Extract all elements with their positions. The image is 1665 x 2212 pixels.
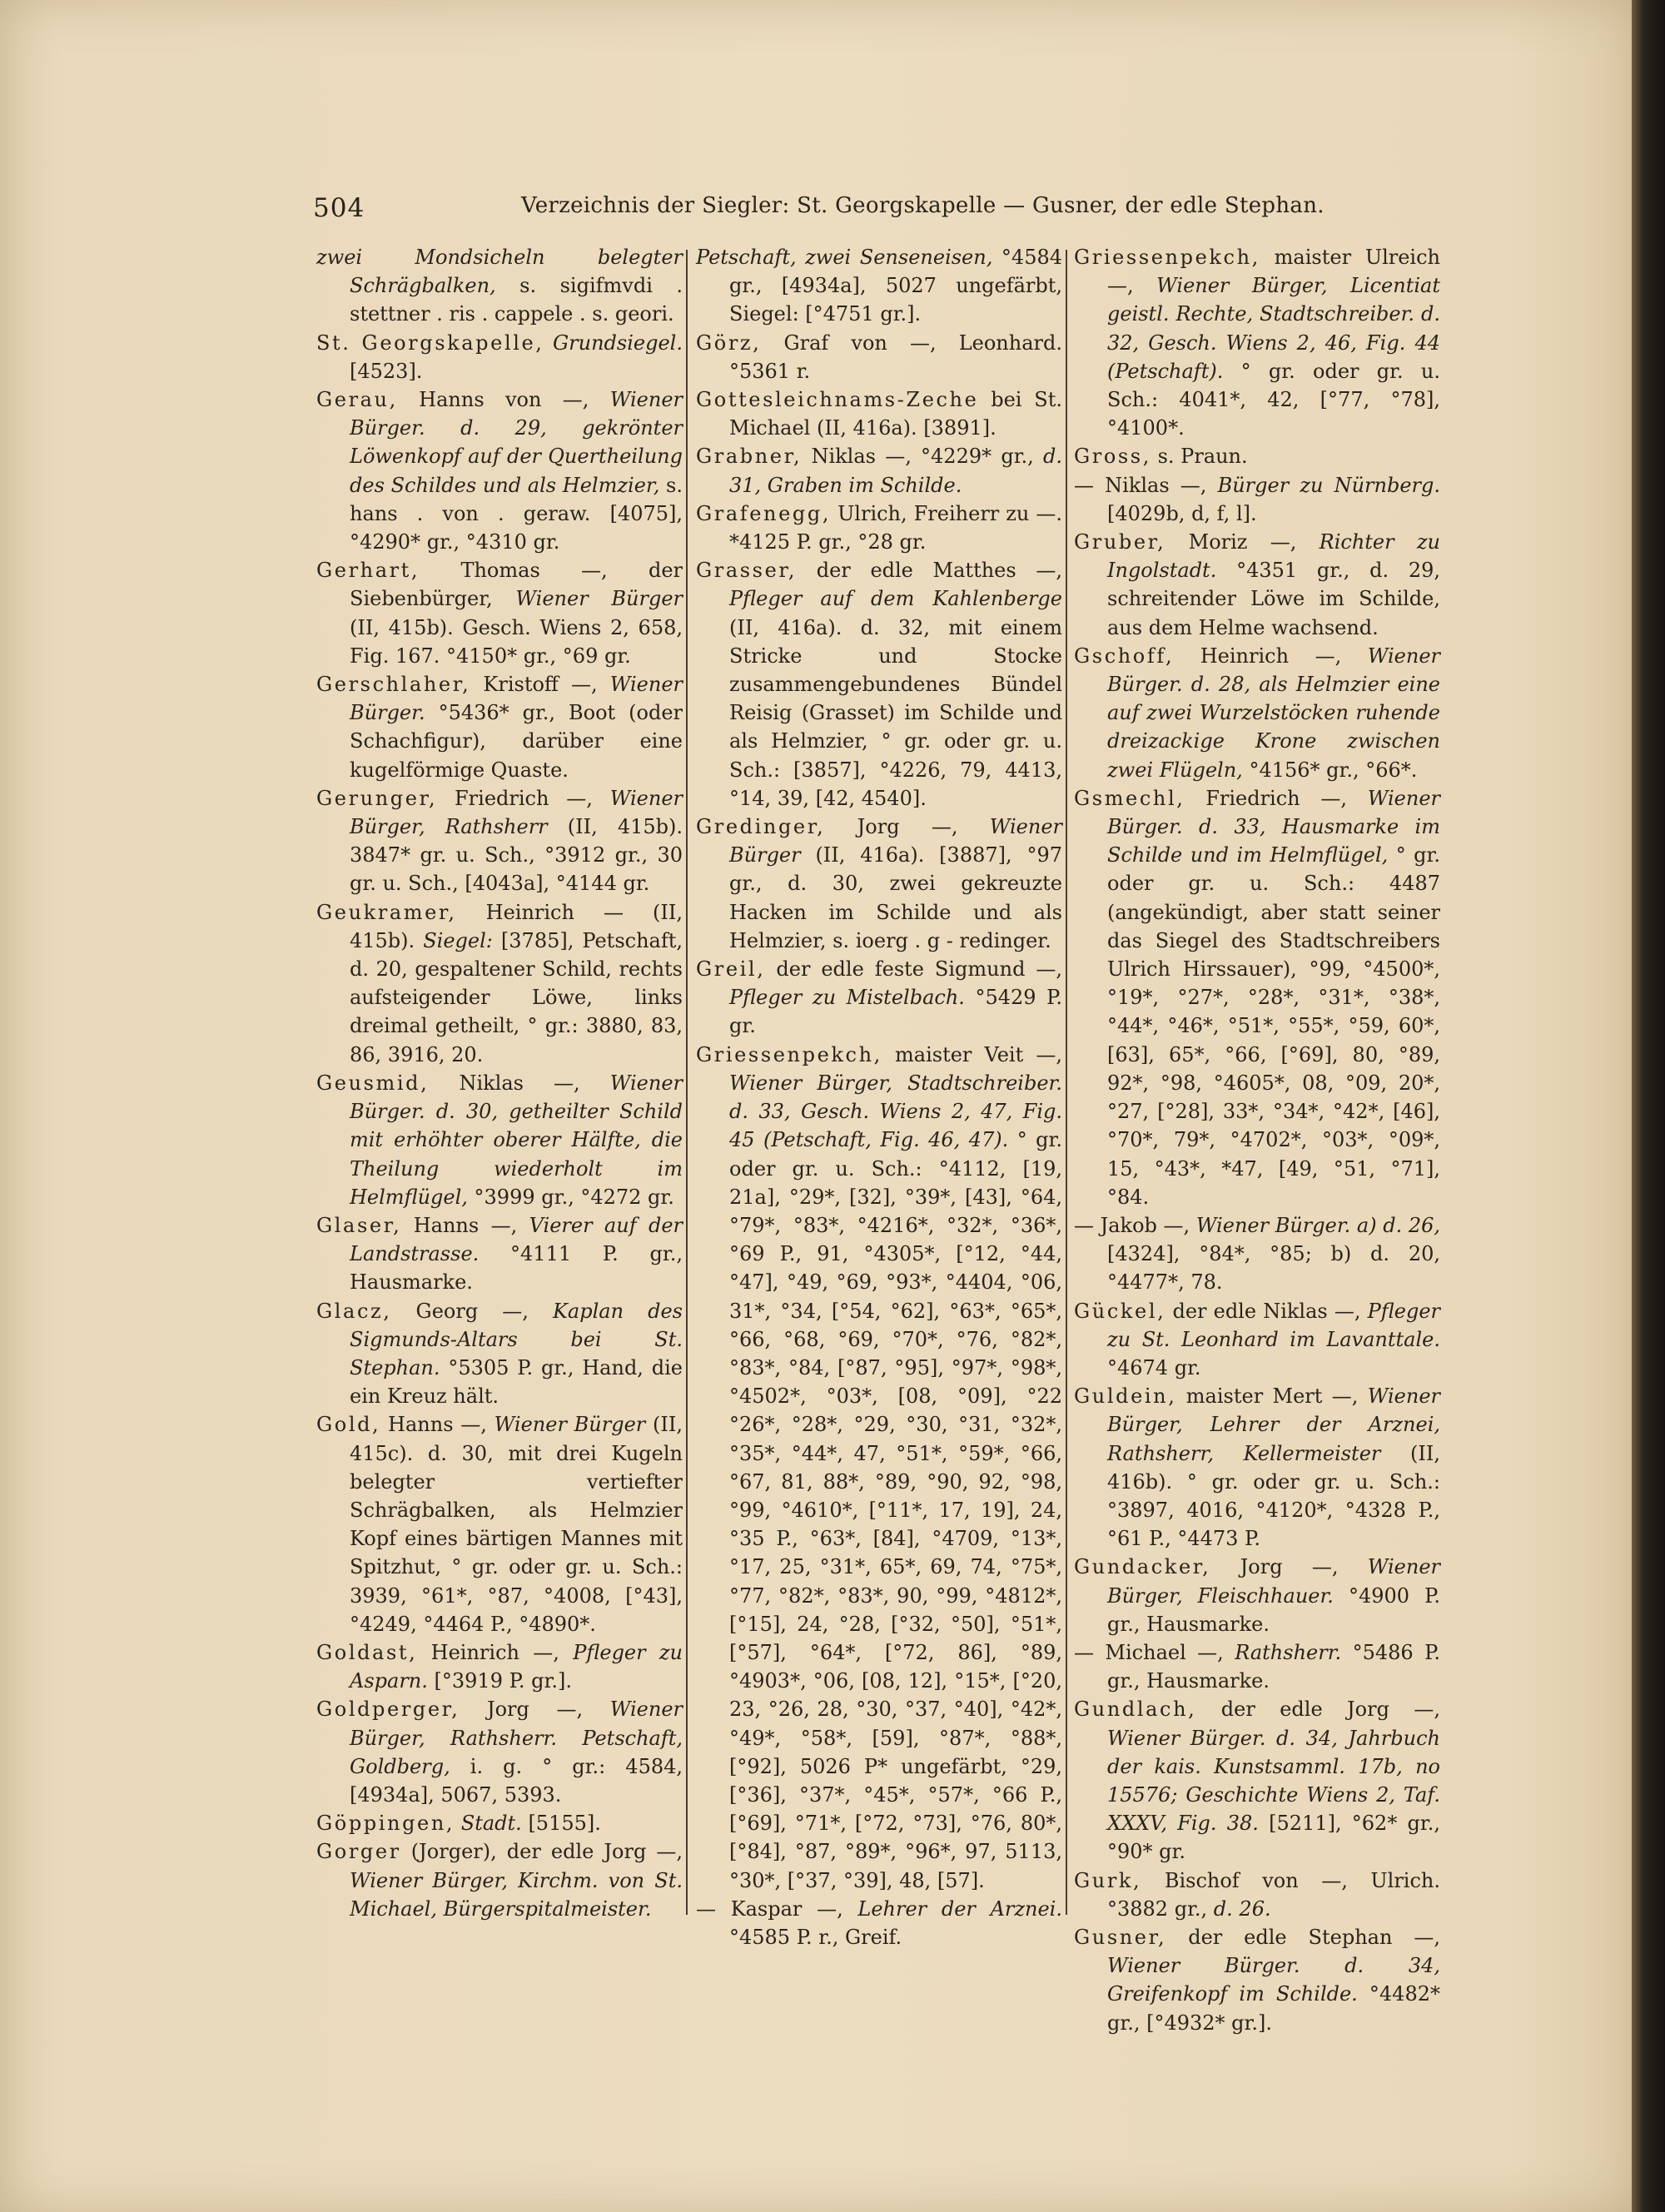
entry-references: °4351 gr., d. 29, schreitender Löwe im Schilde, aus dem Helme wachsend. xyxy=(1107,559,1440,639)
entry-text: Heinrich —, xyxy=(1174,644,1368,668)
index-entry xyxy=(316,1297,683,1411)
entry-text: maister Veit —, xyxy=(882,1042,1062,1066)
entry-text: Heinrich — (II, 415b). xyxy=(350,900,683,952)
entry-references: [4324], °84*, °85; b) d. 20, °4477*, 78. xyxy=(1107,1242,1440,1295)
entry-text: Jorg —, xyxy=(460,1698,610,1722)
entry-references: s. sigifmvdi . stettner . ris . cappele . s. geori. xyxy=(350,274,683,326)
entry-headword: Geusmid, xyxy=(316,1071,430,1095)
entry-references: °4482* gr., [°4932* gr.]. xyxy=(1107,1982,1440,2035)
entry-description: Wiener Bürger. d. 30, getheilter Schild mit erhöhter oberer Hälfte, die Theilung wiederholt im Helmflügel, xyxy=(350,1071,683,1209)
entry-headword: Glaser, xyxy=(316,1213,402,1237)
entry-description: Wiener Bürger. d. 34, Greifenkopf im Schilde. xyxy=(1107,1954,1440,2006)
entry-references: [4523]. xyxy=(350,359,423,383)
entry-description: Wiener Bürger, Licentiat geistl. Rechte, Stadtschreiber. d. 32, Gesch. Wiens 2, 46, Fig. 44 (Petschaft). xyxy=(1107,274,1440,383)
index-entry xyxy=(1074,1923,1440,2037)
entry-headword: Griessenpekch, xyxy=(696,1042,882,1066)
entry-description: Vierer auf der Landstrasse. xyxy=(350,1213,683,1266)
entry-description: Wiener Bürger. xyxy=(350,673,683,725)
entry-headword: Greil, xyxy=(696,957,766,982)
entry-text: der edle feste Sigmund —, xyxy=(765,957,1062,982)
index-entry xyxy=(1074,1553,1440,1638)
entry-text: bei St. Michael (II, 416a). [3891]. xyxy=(729,388,1062,440)
entry-references: °3999 gr., °4272 gr. xyxy=(467,1185,674,1209)
entry-text: der edle Niklas —, xyxy=(1166,1299,1368,1323)
entry-text: der edle Jorg —, xyxy=(1196,1698,1440,1722)
index-entry xyxy=(696,1895,1062,1951)
entry-text: Bischof von —, Ulrich. °3882 gr., xyxy=(1107,1868,1440,1921)
entry-headword: Göppingen, xyxy=(316,1812,455,1836)
entry-references: °4111 P. gr., Hausmarke. xyxy=(350,1242,683,1295)
entry-references: °5436* gr., Boot (oder Schachfigur), darüber eine kugelförmige Quaste. xyxy=(350,701,683,782)
entry-description: Wiener Bürger. d. 33, Hausmarke im Schilde und im Helmflügel, xyxy=(1107,786,1440,867)
index-entry xyxy=(316,1809,683,1837)
entry-text: Niklas —, xyxy=(429,1071,610,1095)
entry-references: (II, 415b). 3847* gr. u. Sch., °3912 gr., 30 gr. u. Sch., [4043a], °4144 gr. xyxy=(350,815,683,896)
entry-references: *4125 P. gr., °28 gr. xyxy=(729,530,927,554)
index-entry xyxy=(316,1837,683,1923)
entry-description: Wiener Bürger, Lehrer der Arznei, Rathsherr, Kellermeister xyxy=(1107,1384,1440,1465)
entry-headword: Glacz, xyxy=(316,1299,392,1323)
entry-headword: Gsmechl, xyxy=(1074,786,1185,810)
entry-headword: Gold, xyxy=(316,1413,381,1437)
entry-description: Wiener Bürger. d. 28, als Helmzier eine auf zwei Wurzelstöcken ruhende dreizackige Krone zwischen zwei Flügeln, xyxy=(1107,644,1440,782)
column-divider-1 xyxy=(686,250,688,1915)
entry-headword: Gusner, xyxy=(1074,1925,1167,1949)
index-entry xyxy=(696,385,1062,442)
index-entry xyxy=(1074,1867,1440,1923)
entry-headword: Gückel, xyxy=(1074,1299,1166,1323)
entry-headword: Guldein, xyxy=(1074,1384,1177,1409)
entry-references: °4900 P. gr., Hausmarke. xyxy=(1107,1583,1441,1636)
column-1 xyxy=(316,243,683,1923)
entry-text: Georg —, xyxy=(391,1299,553,1323)
entry-description: Kaplan des Sigmunds-Altars bei St. Stephan. xyxy=(350,1299,683,1379)
index-entry xyxy=(316,1211,683,1297)
index-entry xyxy=(316,1695,683,1809)
entry-description: Pfleger zu Asparn. xyxy=(350,1640,683,1693)
entry-references: °4674 gr. xyxy=(1107,1355,1201,1379)
entry-description: d. 26. xyxy=(1213,1896,1271,1921)
index-entry xyxy=(1074,784,1440,1211)
entry-headword: Gschoff, xyxy=(1074,644,1175,668)
entry-description: Wiener Bürger. a) d. 26, xyxy=(1195,1213,1441,1237)
entry-description: Wiener Bürger xyxy=(729,815,1062,867)
entry-description: Wiener Bürger, Kirchm. von St. Michael, Bürgerspitalmeister. xyxy=(350,1868,683,1921)
entry-headword: Gruber, xyxy=(1074,530,1166,554)
entry-references: (II, 416a). [3887], °97 gr., d. 30, zwei gekreuzte Hacken im Schilde und als Helmzier, s. ioerg . g - redinger. xyxy=(729,843,1062,952)
index-entry xyxy=(1074,1638,1440,1695)
entry-references: (II, 415b). Gesch. Wiens 2, 658, Fig. 167. °4150* gr., °69 gr. xyxy=(350,615,683,668)
entry-references: (II, 416b). ° gr. oder gr. u. Sch.: °3897, 4016, °4120*, °4328 P., °61 P., °4473 P. xyxy=(1107,1441,1440,1551)
entry-description: Wiener Bürger. d. 34, Jahrbuch der kais. Kunstsamml. 17b, no 15576; Geschichte Wiens 2, Taf. XXXV, Fig. 38. xyxy=(1107,1726,1440,1836)
entry-description: Rathsherr. xyxy=(1235,1640,1342,1664)
entry-headword: Gerhart, xyxy=(316,559,420,583)
entry-text: maister Ulreich —, xyxy=(1107,246,1440,298)
index-entry xyxy=(316,1410,683,1638)
entry-headword: Goldperger, xyxy=(316,1698,460,1722)
running-title: Verzeichnis der Siegler: St. Georgskapelle — Gusner, der edle Stephan. xyxy=(521,193,1325,218)
entry-references: ° gr. oder gr. u. Sch.: °4112, [19, 21a], °29*, [32], °39*, [43], °64, °79*, °83*, °4216*, °32*, °36*, °69 P., 91, °4305*, [°12, °44, °47], °49, °69, °93*, °4404, °06, 31*, °34, [°54, °62], °63*, °65*, °66, °68, °69, °70*, °76, °82*, °83*, °84, [°87, °95], °97*, °98*, °4502*, °03*, [08, °09], °22 °26*, °28*, °29, °30, °31, °32*, °35*, °44*, 47, °51*, °59*, °66, °67, 81, 88*, °89, °90, 92, °98, °99, °4610*, [°11*, 17, 19], 24, °35 P., °63*, [84], °4709, °13*, °17, 25, °31*, 65*, 69, 74, °75*, °77, °82*, °83*, 90, °99, °4812*, [°15], 24, °28, [°32, °50], °51*, [°57], °64*, [°72, 86], °89, °4903*, °06, [08, 12], °15*, [°20, 23, °26, 28, °30, °37, °40], °42*, °49*, °58*, [59], °87*, °88*, [°92], 5026 P* ungefärbt, °29, [°36], °37*, °45*, °57*, °66 P., [°69], °71*, [°72, °73], °76, 80*, [°84], °87, °89*, °96*, 97, 5113, °30*, [°37, °39], 48, [57]. xyxy=(729,1128,1062,1892)
entry-description: Wiener Bürger, Fleischhauer. xyxy=(1107,1555,1440,1608)
entry-headword: Gerunger, xyxy=(316,786,438,810)
entry-text: Hanns von —, xyxy=(397,388,610,412)
entry-references: [3785], Petschaft, d. 20, gespaltener Schild, rechts aufsteigender Löwe, links dreimal getheilt, ° gr.: 3880, 83, 86, 3916, 20. xyxy=(350,928,683,1066)
column-2 xyxy=(696,243,1062,1951)
index-entry xyxy=(1074,1297,1440,1383)
entry-references: [5155]. xyxy=(521,1812,601,1836)
column-divider-2 xyxy=(1066,250,1067,1915)
entry-references: [5211], °62* gr., °90* gr. xyxy=(1107,1812,1440,1864)
entry-text: Thomas —, der Siebenbürger, xyxy=(350,559,683,611)
index-entry xyxy=(1074,471,1440,528)
entry-headword: Görz, xyxy=(696,331,762,355)
entry-headword: Gross, xyxy=(1074,445,1151,469)
index-entry xyxy=(316,1638,683,1695)
entry-headword: Griessenpekch, xyxy=(1074,246,1260,269)
entry-references: [4029b, d, f, l]. xyxy=(1107,501,1257,525)
index-entry xyxy=(316,1069,683,1211)
index-entry xyxy=(316,556,683,670)
entry-text: der edle Matthes —, xyxy=(797,559,1062,583)
entry-references: °5305 P. gr., Hand, die ein Kreuz hält. xyxy=(350,1355,683,1409)
index-entry xyxy=(696,329,1062,385)
entry-text: Jorg —, xyxy=(1210,1555,1368,1579)
entry-headword: Geukramer, xyxy=(316,900,457,924)
entry-headword: St. Georgskapelle, xyxy=(316,331,544,355)
index-entry xyxy=(1074,1382,1440,1553)
entry-headword: Grabner, xyxy=(696,445,803,469)
index-entry xyxy=(696,442,1062,499)
column-3 xyxy=(1074,243,1440,2037)
entry-text: der edle Stephan —, xyxy=(1166,1925,1440,1949)
entry-references: °4156* gr., °66*. xyxy=(1242,758,1418,782)
index-entry xyxy=(1074,243,1440,442)
entry-description: Petschaft, zwei Senseneisen, xyxy=(696,246,993,269)
entry-text: — Jakob —, xyxy=(1074,1213,1196,1237)
entry-references: °4584 gr., [4934a], 5027 ungefärbt, Siegel: [°4751 gr.]. xyxy=(729,246,1062,326)
entry-references: [°3919 P. gr.]. xyxy=(427,1669,572,1693)
index-entry xyxy=(316,670,683,784)
index-entry xyxy=(1074,1695,1440,1866)
entry-text: — Michael —, xyxy=(1074,1640,1235,1664)
entry-text: Friedrich —, xyxy=(437,786,610,810)
entry-text: Kristoff —, xyxy=(470,673,610,697)
entry-references: °5486 P. gr., Hausmarke. xyxy=(1107,1640,1440,1693)
entry-text: Niklas —, °4229* gr., xyxy=(802,445,1043,469)
index-entry xyxy=(316,329,683,385)
index-entry xyxy=(696,556,1062,813)
entry-description: zwei Mondsicheln belegter Schrägbalken, xyxy=(316,246,683,298)
entry-headword: Grasser, xyxy=(696,559,798,583)
entry-description: Richter zu Ingolstadt. xyxy=(1107,530,1440,583)
index-entry xyxy=(1074,642,1440,784)
entry-headword: Gundlach, xyxy=(1074,1698,1197,1722)
entry-headword: Gorger xyxy=(316,1840,401,1864)
entry-references: i. g. ° gr.: 4584, [4934a], 5067, 5393. xyxy=(350,1754,683,1807)
entry-headword: Gurk, xyxy=(1074,1868,1142,1892)
entry-description: Stadt. xyxy=(460,1812,522,1836)
entry-text: Hanns —, xyxy=(380,1413,495,1437)
page-edge-shadow xyxy=(1632,0,1665,2212)
index-entry xyxy=(696,243,1062,329)
entry-headword: Gerschlaher, xyxy=(316,673,471,697)
entry-description: Wiener Bürger. d. 29, gekrönter Löwenkopf auf der Quertheilung des Schildes und als Helmzier, xyxy=(350,388,683,497)
entry-references: °4585 P. r., Greif. xyxy=(729,1925,902,1949)
index-entry xyxy=(316,898,683,1069)
entry-references: ° gr. oder gr. u. Sch.: 4487 (angekündigt, aber statt seiner das Siegel des Stadtschreibers Ulrich Hirssauer), °99, °4500*, °19*, °27*, °28*, °31*, °38*, °44*, °46*, °51*, °55*, °59, 60*, [63], 65*, °66, [°69], 80, °89, 92*, °98, °4605*, 08, °09, 20*, °27, [°28], 33*, °34*, °42*, [46], °70*, 79*, °4702*, °03*, °09*, 15, °43*, *47, [49, °51, °71], °84. xyxy=(1107,843,1440,1209)
entry-text: s. Praun. xyxy=(1151,445,1248,469)
entry-headword: Gottesleichnams-Zeche xyxy=(696,388,979,412)
entry-description: Pfleger zu Mistelbach. xyxy=(729,986,965,1010)
entry-description: Bürger zu Nürnberg. xyxy=(1217,473,1440,497)
entry-description: Siegel: xyxy=(423,928,493,952)
entry-description: Lehrer der Arznei. xyxy=(857,1896,1062,1921)
entry-description: Pfleger zu St. Leonhard im Lavanttale. xyxy=(1107,1299,1440,1351)
entry-description: Grundsiegel. xyxy=(553,331,683,355)
entry-text: — Niklas —, xyxy=(1074,473,1218,497)
entry-text: Moriz —, xyxy=(1166,530,1320,554)
entry-description: d. 31, Graben im Schilde. xyxy=(729,445,1062,497)
entry-text: Ulrich, Freiherr zu —. xyxy=(831,501,1062,525)
entry-headword: Grafenegg, xyxy=(696,501,832,525)
entry-description: Wiener Bürger, Rathsherr xyxy=(350,786,683,839)
entry-headword: Gerau, xyxy=(316,388,398,412)
entry-text: maister Mert —, xyxy=(1176,1384,1368,1409)
entry-description: Wiener Bürger, Rathsherr. Petschaft, Goldberg, xyxy=(350,1698,683,1778)
entry-references: (II, 415c). d. 30, mit drei Kugeln belegter vertiefter Schrägbalken, als Helmzier Kopf eines bärtigen Mannes mit Spitzhut, ° gr. oder gr. u. Sch.: 3939, °61*, °87, °4008, [°43], °4249, °4464 P., °4890*. xyxy=(350,1413,683,1636)
page-number: 504 xyxy=(313,193,365,223)
entry-description: Wiener Bürger xyxy=(515,587,683,611)
entry-description: Wiener Bürger xyxy=(494,1413,646,1437)
entry-references: ° gr. oder gr. u. Sch.: 4041*, 42, [°77, °78], °4100*. xyxy=(1107,359,1440,440)
entry-description: Pfleger auf dem Kahlenberge xyxy=(729,587,1062,611)
index-entry xyxy=(1074,1211,1440,1297)
entry-text xyxy=(455,1812,461,1835)
entry-text: Hanns —, xyxy=(401,1213,529,1237)
index-entry xyxy=(1074,528,1440,642)
entry-headword: Gredinger, xyxy=(696,815,826,839)
entry-text: Heinrich —, xyxy=(417,1640,574,1664)
entry-text: Friedrich —, xyxy=(1185,786,1368,810)
index-entry xyxy=(1074,442,1440,470)
entry-references: °5361 r. xyxy=(729,359,811,383)
entry-references: (II, 416a). d. 32, mit einem Stricke und Stocke zusammengebundenes Bündel Reisig (Grasset) im Schilde und als Helmzier, ° gr. oder gr. u. Sch.: [3857], °4226, 79, 4413, °14, 39, [42, 4540]. xyxy=(729,615,1062,810)
index-entry xyxy=(696,500,1062,556)
entry-text: Graf von —, Leonhard. xyxy=(761,331,1062,355)
entry-text: (Jorger), der edle Jorg —, xyxy=(400,1840,683,1864)
entry-references: °5429 P. gr. xyxy=(729,986,1063,1038)
entry-text xyxy=(544,331,553,355)
entry-headword: Goldast, xyxy=(316,1640,418,1664)
index-entry xyxy=(696,813,1062,955)
index-entry xyxy=(316,243,683,329)
index-entry xyxy=(316,385,683,556)
index-entry xyxy=(316,784,683,898)
entry-description: Wiener Bürger, Stadtschreiber. d. 33, Gesch. Wiens 2, 47, Fig. 45 (Petschaft, Fig. 46, 47). xyxy=(729,1071,1062,1152)
entry-references: s. hans . von . geraw. [4075], °4290* gr., °4310 gr. xyxy=(350,473,683,554)
entry-headword: Gundacker, xyxy=(1074,1555,1211,1579)
entry-text: Jorg —, xyxy=(825,815,990,839)
entry-text: — Kaspar —, xyxy=(696,1896,858,1921)
index-entry xyxy=(696,955,1062,1041)
index-entry xyxy=(696,1041,1062,1895)
